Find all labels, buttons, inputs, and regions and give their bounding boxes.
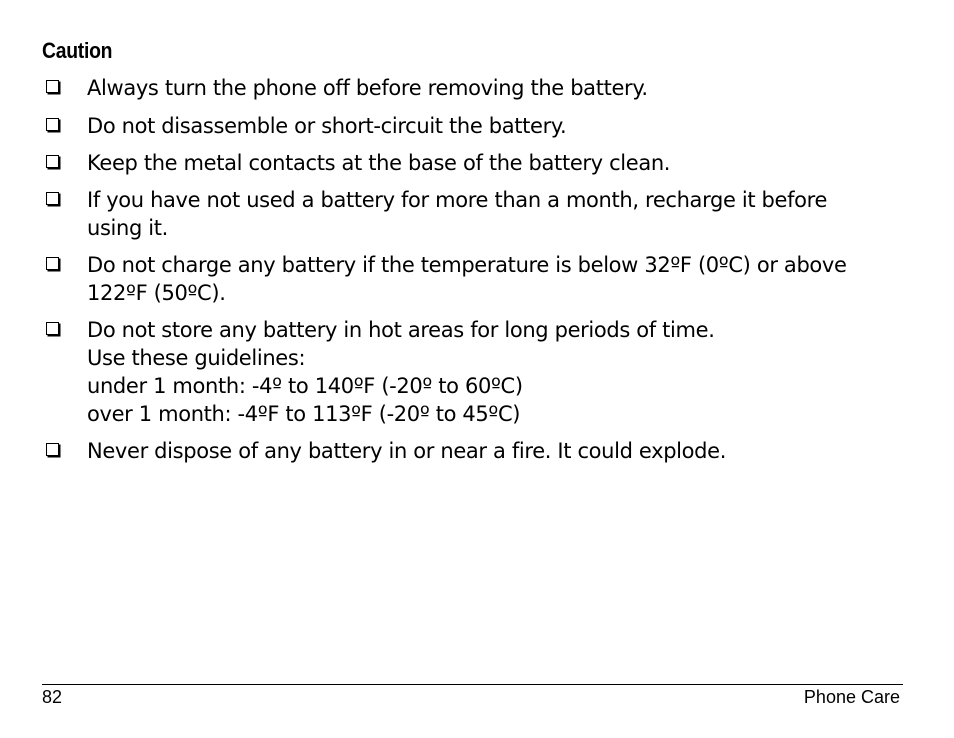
checkbox-bullet-icon bbox=[46, 155, 59, 168]
checkbox-bullet-icon bbox=[46, 322, 59, 335]
section-title: Phone Care bbox=[803, 687, 900, 707]
list-item-text: Never dispose of any battery in or near a fire. It could explode. bbox=[87, 439, 727, 463]
list-item-text: Do not charge any battery if the temperature is below 32ºF (0ºC) or above 122ºF (50ºC). bbox=[87, 253, 847, 305]
list-item-text: Do not store any battery in hot areas for long periods of time. Use these guidelines: under 1 month: -4º to 140ºF (-20º to 60ºC) over 1 month: -4ºF to 113ºF (-20º to 45ºC) bbox=[87, 318, 715, 426]
list-item-text: Keep the metal contacts at the base of the battery clean. bbox=[87, 151, 671, 175]
checkbox-bullet-icon bbox=[46, 118, 59, 131]
list-item-text: Always turn the phone off before removing the battery. bbox=[87, 76, 648, 100]
list-item-text: If you have not used a battery for more than a month, recharge it before using it. bbox=[87, 188, 828, 240]
list-item-text: Do not disassemble or short-circuit the battery. bbox=[87, 114, 567, 138]
checkbox-bullet-icon bbox=[46, 192, 59, 205]
checkbox-bullet-icon bbox=[46, 257, 59, 270]
page-number: 82 bbox=[42, 687, 63, 707]
checkbox-bullet-icon bbox=[46, 443, 59, 456]
checkbox-bullet-icon bbox=[46, 80, 59, 93]
footer-divider bbox=[42, 684, 903, 685]
caution-heading: Caution bbox=[42, 38, 113, 63]
